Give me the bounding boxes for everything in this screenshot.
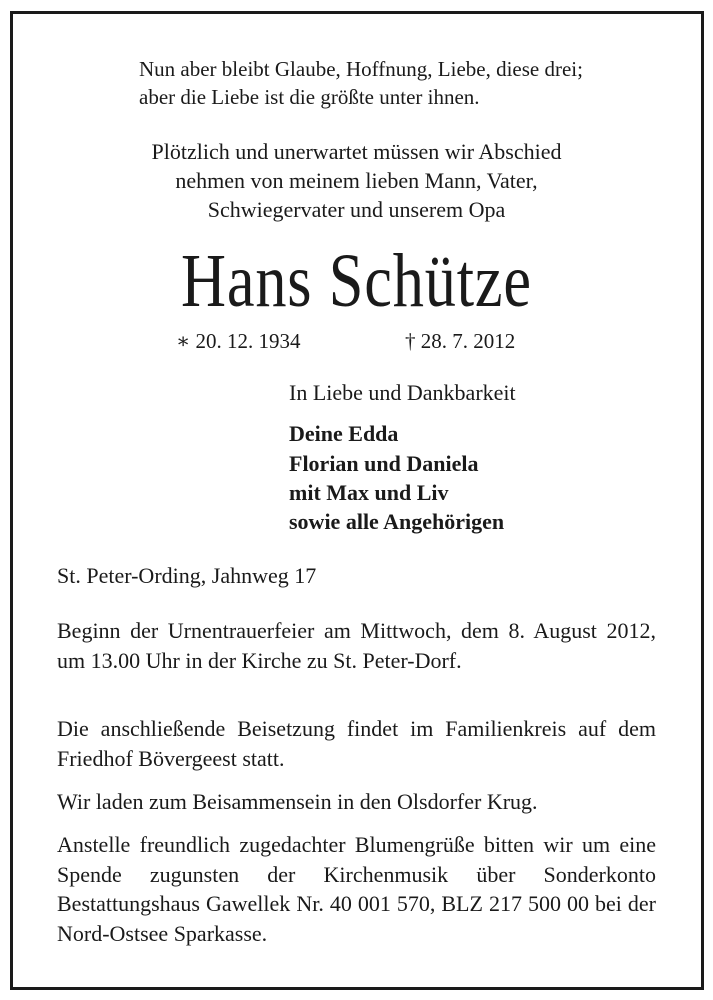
donation-paragraph: Anstelle freundlich zugedachter Blumengrüße bitten wir um eine Spende zugunsten der Kirchenmusik über Sonderkonto Bestattungshaus Gawellek Nr. 40 001 570, BLZ 217 500 00 bei der Nord-Ostsee Sparkasse. [57, 832, 656, 946]
dedication: In Liebe und Dankbarkeit [289, 380, 516, 405]
verse-line-2: aber die Liebe ist die größte unter ihnen. [139, 85, 480, 109]
gathering-paragraph: Wir laden zum Beisammensein in den Olsdorfer Krug. [57, 789, 538, 814]
mourner-3: mit Max und Liv [289, 480, 449, 505]
birth-date: ∗ 20. 12. 1934 [176, 329, 301, 353]
burial-paragraph: Die anschließende Beisetzung findet im Familienkreis auf dem Friedhof Bövergeest statt. [57, 716, 656, 771]
deceased-name: Hans Schütze [181, 239, 532, 323]
mourner-1: Deine Edda [289, 421, 399, 446]
intro-line-2: nehmen von meinem lieben Mann, Vater, [175, 168, 538, 193]
mourner-2: Florian und Daniela [289, 451, 479, 476]
verse-line-1: Nun aber bleibt Glaube, Hoffnung, Liebe, diese drei; [139, 57, 583, 81]
address: St. Peter-Ording, Jahnweg 17 [57, 563, 317, 588]
ceremony-paragraph: Beginn der Urnentrauerfeier am Mittwoch, dem 8. August 2012, um 13.00 Uhr in der Kirche zu St. Peter-Dorf. [57, 618, 656, 673]
mourner-4: sowie alle Angehörigen [289, 509, 505, 534]
death-date: † 28. 7. 2012 [405, 329, 516, 353]
intro-line-1: Plötzlich und unerwartet müssen wir Abschied [151, 139, 562, 164]
intro-line-3: Schwiegervater und unserem Opa [207, 197, 506, 222]
